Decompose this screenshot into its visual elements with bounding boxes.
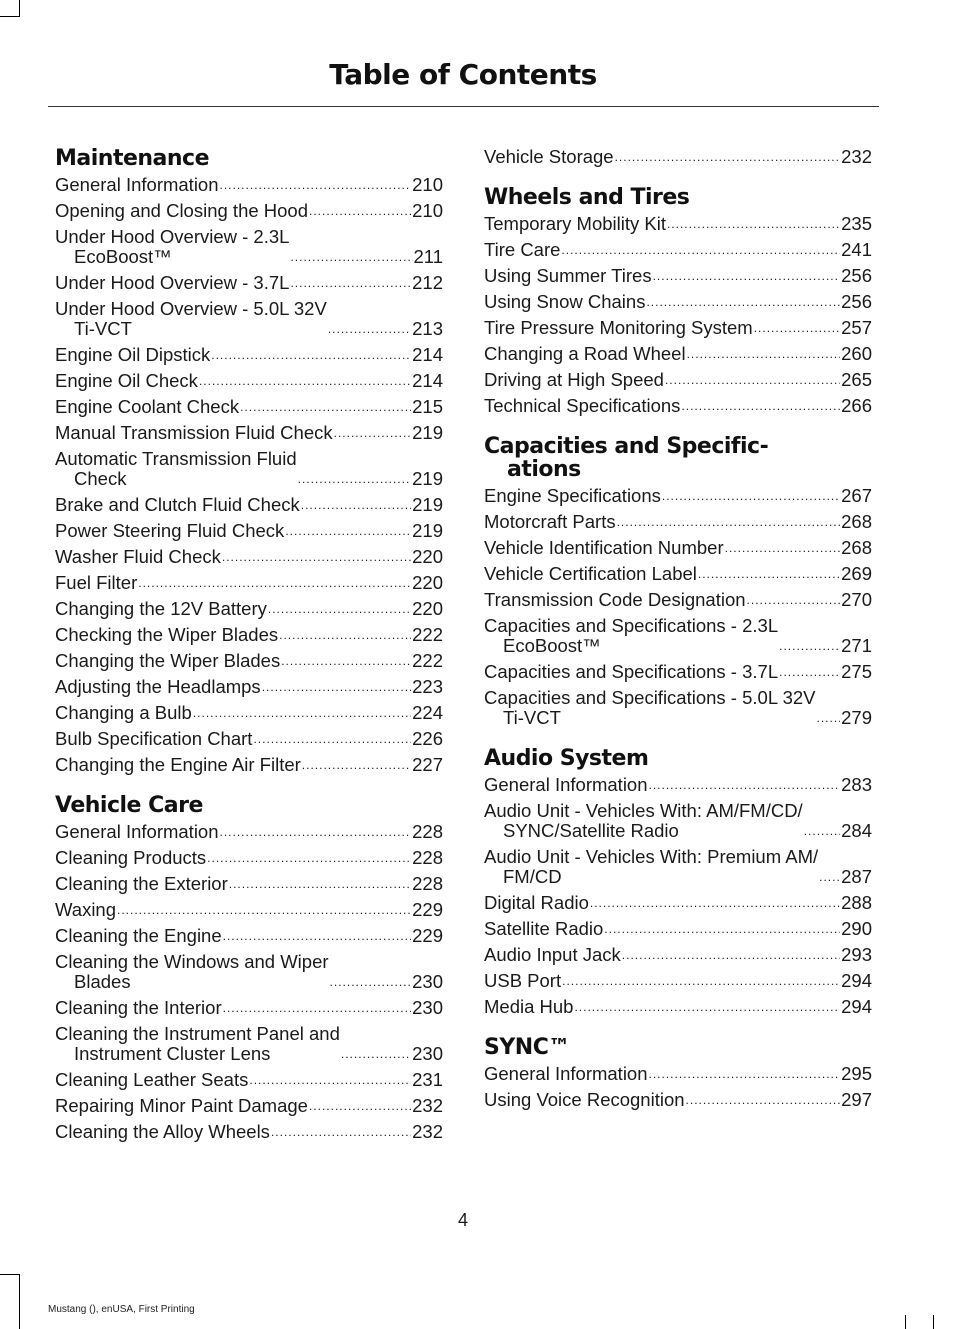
entry-label: Cleaning the Interior — [55, 997, 222, 1018]
toc-entry[interactable] — [484, 847, 872, 887]
toc-section — [484, 747, 872, 1017]
entry-label: Under Hood Overview - 2.3L EcoBoost™ — [55, 226, 290, 267]
dot-leader — [562, 974, 840, 988]
entry-page-number: 230 — [412, 1043, 443, 1064]
entry-page-number: 270 — [841, 589, 872, 610]
dot-leader — [649, 1067, 841, 1081]
dot-leader — [819, 870, 840, 884]
entry-label: Transmission Code Designation — [484, 589, 746, 610]
entry-label: Cleaning the Exterior — [55, 873, 228, 894]
footer-text: Mustang (), enUSA, First Printing — [48, 1304, 195, 1315]
dot-leader — [262, 680, 411, 694]
entry-label: Capacities and Specifications - 5.0L 32V Ti-VCT — [484, 687, 816, 728]
toc-entry[interactable] — [55, 227, 443, 267]
entry-label: Manual Transmission Fluid Check — [55, 422, 333, 443]
entry-label: Cleaning Products — [55, 847, 207, 868]
entry-page-number: 265 — [841, 369, 872, 390]
dot-leader — [334, 426, 412, 440]
entry-page-number: 266 — [841, 395, 872, 416]
dot-leader — [330, 975, 412, 989]
dot-leader — [302, 758, 411, 772]
entry-page-number: 220 — [412, 598, 443, 619]
entry-label: Tire Care — [484, 239, 561, 260]
entry-page-number: 229 — [412, 925, 443, 946]
dot-leader — [779, 665, 840, 679]
entry-label: Cleaning the Instrument Panel and Instrument Cluster Lens — [55, 1023, 340, 1064]
toc-entry[interactable] — [484, 512, 872, 532]
toc-entry[interactable] — [55, 625, 443, 645]
dot-leader — [649, 778, 841, 792]
dot-leader — [747, 593, 841, 607]
toc-entry[interactable] — [484, 147, 872, 167]
entry-label: Repairing Minor Paint Damage — [55, 1095, 308, 1116]
entry-label: Adjusting the Headlamps — [55, 676, 261, 697]
entry-page-number: 210 — [412, 200, 443, 221]
entry-label: Changing the 12V Battery — [55, 598, 267, 619]
entry-label: Fuel Filter — [55, 572, 138, 593]
toc-entry[interactable] — [484, 893, 872, 913]
entry-label: Audio Unit - Vehicles With: Premium AM/ FM/CD — [484, 846, 819, 887]
toc-entry[interactable] — [484, 266, 872, 286]
toc-entry[interactable] — [55, 1122, 443, 1142]
toc-entry[interactable] — [55, 547, 443, 567]
dot-leader — [281, 654, 411, 668]
toc-entry[interactable] — [484, 538, 872, 558]
dot-leader — [804, 824, 840, 838]
entry-page-number: 294 — [841, 996, 872, 1017]
entry-page-number: 211 — [413, 246, 443, 267]
crop-mark — [19, 0, 20, 16]
toc-entry[interactable] — [484, 318, 872, 338]
toc-entry[interactable] — [55, 900, 443, 920]
toc-entry[interactable] — [484, 1064, 872, 1084]
entry-label: Cleaning the Alloy Wheels — [55, 1121, 270, 1142]
toc-section — [484, 186, 872, 416]
toc-entry[interactable] — [484, 688, 872, 728]
entry-page-number: 215 — [412, 396, 443, 417]
entry-page-number: 232 — [841, 146, 872, 167]
entry-page-number: 269 — [841, 563, 872, 584]
entry-page-number: 213 — [412, 318, 443, 339]
entry-page-number: 294 — [841, 970, 872, 991]
toc-entry[interactable] — [484, 344, 872, 364]
entry-page-number: 226 — [412, 728, 443, 749]
toc-entry[interactable] — [484, 801, 872, 841]
toc-entry[interactable] — [484, 662, 872, 682]
entry-label: Cleaning the Windows and Wiper Blades — [55, 951, 329, 992]
entry-label: Audio Input Jack — [484, 944, 621, 965]
entry-page-number: 283 — [841, 774, 872, 795]
dot-leader — [590, 896, 840, 910]
dot-leader — [290, 250, 412, 264]
entry-label: Capacities and Specifications - 2.3L EcoBoost™ — [484, 615, 779, 656]
dot-leader — [754, 321, 840, 335]
entry-page-number: 227 — [412, 754, 443, 775]
dot-leader — [574, 1000, 840, 1014]
entry-label: Under Hood Overview - 3.7L — [55, 272, 290, 293]
crop-mark — [0, 16, 20, 17]
dot-leader — [229, 877, 411, 891]
toc-entry[interactable] — [55, 952, 443, 992]
toc-entry[interactable] — [484, 919, 872, 939]
toc-entry[interactable] — [55, 1096, 443, 1116]
toc-entry[interactable] — [55, 397, 443, 417]
entry-label: General Information — [55, 821, 219, 842]
toc-entry[interactable] — [55, 822, 443, 842]
dot-leader — [117, 903, 411, 917]
entry-page-number: 219 — [412, 520, 443, 541]
crop-mark — [19, 1275, 20, 1329]
entry-label: Checking the Wiper Blades — [55, 624, 279, 645]
entry-label: Changing the Engine Air Filter — [55, 754, 301, 775]
toc-entry[interactable] — [55, 874, 443, 894]
toc-entry[interactable] — [55, 998, 443, 1018]
entry-page-number: 235 — [841, 213, 872, 234]
entry-page-number: 228 — [412, 821, 443, 842]
entry-page-number: 257 — [841, 317, 872, 338]
entry-page-number: 223 — [412, 676, 443, 697]
entry-label: Automatic Transmission Fluid Check — [55, 448, 297, 489]
toc-entry[interactable] — [55, 1024, 443, 1064]
entry-label: General Information — [484, 774, 648, 795]
toc-entry[interactable] — [55, 1070, 443, 1090]
entry-label: General Information — [484, 1063, 648, 1084]
page-title: Table of Contents — [329, 58, 597, 91]
entry-page-number: 228 — [412, 873, 443, 894]
toc-section — [484, 1036, 872, 1110]
entry-label: General Information — [55, 174, 219, 195]
entry-page-number: 220 — [412, 572, 443, 593]
entry-label: Using Voice Recognition — [484, 1089, 685, 1110]
toc-entry[interactable] — [484, 997, 872, 1017]
entry-page-number: 214 — [412, 370, 443, 391]
entry-page-number: 256 — [841, 265, 872, 286]
toc-entry[interactable] — [55, 729, 443, 749]
dot-leader — [223, 1001, 412, 1015]
section-title: Vehicle Care — [55, 793, 203, 818]
entry-label: Temporary Mobility Kit — [484, 213, 666, 234]
toc-entry[interactable] — [55, 677, 443, 697]
entry-label: Brake and Clutch Fluid Check — [55, 494, 300, 515]
dot-leader — [725, 541, 841, 555]
toc-entry[interactable] — [55, 703, 443, 723]
toc-entry[interactable] — [484, 214, 872, 234]
toc-section — [55, 794, 443, 1142]
entry-label: Vehicle Identification Number — [484, 537, 724, 558]
entry-label: Changing a Road Wheel — [484, 343, 686, 364]
right-column — [484, 147, 872, 1129]
dot-leader — [686, 1093, 841, 1107]
dot-leader — [653, 269, 841, 283]
dot-leader — [687, 347, 841, 361]
entry-label: Opening and Closing the Hood — [55, 200, 309, 221]
toc-section — [55, 147, 443, 775]
dot-leader — [561, 243, 840, 257]
entry-label: Media Hub — [484, 996, 574, 1017]
entry-label: Satellite Radio — [484, 918, 604, 939]
entry-page-number: 210 — [412, 174, 443, 195]
entry-page-number: 220 — [412, 546, 443, 567]
dot-leader — [199, 374, 411, 388]
entry-label: USB Port — [484, 970, 562, 991]
dot-leader — [681, 399, 840, 413]
entry-page-number: 287 — [841, 866, 872, 887]
dot-leader — [285, 524, 411, 538]
dot-leader — [816, 711, 840, 725]
dot-leader — [222, 550, 411, 564]
dot-leader — [193, 706, 411, 720]
entry-page-number: 222 — [412, 624, 443, 645]
entry-label: Bulb Specification Chart — [55, 728, 253, 749]
entry-label: Motorcraft Parts — [484, 511, 616, 532]
dot-leader — [615, 150, 841, 164]
entry-label: Engine Oil Check — [55, 370, 198, 391]
entry-page-number: 212 — [412, 272, 443, 293]
dot-leader — [220, 825, 412, 839]
dot-leader — [223, 929, 411, 943]
dot-leader — [665, 373, 840, 387]
toc-entry[interactable] — [484, 486, 872, 506]
dot-leader — [622, 948, 840, 962]
dot-leader — [290, 276, 411, 290]
entry-label: Tire Pressure Monitoring System — [484, 317, 753, 338]
entry-page-number: 232 — [412, 1121, 443, 1142]
dot-leader — [309, 1099, 411, 1113]
entry-page-number: 222 — [412, 650, 443, 671]
toc-entry[interactable] — [55, 521, 443, 541]
dot-leader — [341, 1047, 411, 1061]
toc-entry[interactable] — [484, 1090, 872, 1110]
dot-leader — [240, 400, 411, 414]
entry-label: Washer Fluid Check — [55, 546, 221, 567]
dot-leader — [328, 322, 411, 336]
entry-page-number: 267 — [841, 485, 872, 506]
entry-label: Capacities and Specifications - 3.7L — [484, 661, 779, 682]
entry-page-number: 260 — [841, 343, 872, 364]
dot-leader — [138, 576, 411, 590]
section-title: Maintenance — [55, 146, 210, 171]
entry-page-number: 230 — [412, 971, 443, 992]
dot-leader — [253, 732, 411, 746]
toc-entry[interactable] — [55, 848, 443, 868]
dot-leader — [779, 639, 840, 653]
entry-label: Changing the Wiper Blades — [55, 650, 281, 671]
dot-leader — [268, 602, 411, 616]
entry-label: Engine Oil Dipstick — [55, 344, 211, 365]
toc-entry[interactable] — [55, 201, 443, 221]
entry-label: Using Snow Chains — [484, 291, 646, 312]
entry-page-number: 219 — [412, 494, 443, 515]
dot-leader — [646, 295, 840, 309]
entry-page-number: 279 — [841, 707, 872, 728]
entry-page-number: 288 — [841, 892, 872, 913]
toc-entry[interactable] — [484, 590, 872, 610]
entry-label: Digital Radio — [484, 892, 589, 913]
page-number: 4 — [457, 1210, 468, 1230]
entry-page-number: 268 — [841, 537, 872, 558]
toc-entry[interactable] — [484, 292, 872, 312]
entry-label: Audio Unit - Vehicles With: AM/FM/CD/ SYNC/Satellite Radio — [484, 800, 803, 841]
toc-entry[interactable] — [55, 651, 443, 671]
dot-leader — [271, 1125, 411, 1139]
toc-entry[interactable] — [55, 449, 443, 489]
entry-label: Engine Specifications — [484, 485, 661, 506]
crop-mark — [0, 1274, 20, 1275]
entry-page-number: 290 — [841, 918, 872, 939]
entry-page-number: 224 — [412, 702, 443, 723]
entry-label: Vehicle Certification Label — [484, 563, 697, 584]
toc-entry[interactable] — [55, 599, 443, 619]
entry-page-number: 268 — [841, 511, 872, 532]
toc-entry[interactable] — [484, 370, 872, 390]
entry-page-number: 232 — [412, 1095, 443, 1116]
toc-section — [484, 147, 872, 167]
toc-entry[interactable] — [55, 299, 443, 339]
entry-label: Waxing — [55, 899, 117, 920]
title-divider — [48, 106, 879, 107]
toc-entry[interactable] — [484, 240, 872, 260]
toc-entry[interactable] — [55, 573, 443, 593]
entry-label: Technical Specifications — [484, 395, 681, 416]
toc-entry[interactable] — [484, 396, 872, 416]
crop-mark — [933, 1315, 934, 1329]
dot-leader — [662, 489, 840, 503]
toc-entry[interactable] — [484, 775, 872, 795]
entry-page-number: 219 — [412, 422, 443, 443]
entry-label: Driving at High Speed — [484, 369, 664, 390]
toc-entry[interactable] — [55, 371, 443, 391]
entry-label: Cleaning the Engine — [55, 925, 222, 946]
dot-leader — [279, 628, 411, 642]
dot-leader — [249, 1073, 411, 1087]
dot-leader — [698, 567, 840, 581]
dot-leader — [207, 851, 411, 865]
dot-leader — [301, 498, 411, 512]
dot-leader — [211, 348, 411, 362]
left-column — [55, 147, 443, 1161]
entry-page-number: 230 — [412, 997, 443, 1018]
toc-entry[interactable] — [484, 971, 872, 991]
section-title: Wheels and Tires — [484, 185, 690, 210]
toc-entry[interactable] — [55, 423, 443, 443]
dot-leader — [604, 922, 840, 936]
toc-entry[interactable] — [55, 175, 443, 195]
toc-entry[interactable] — [484, 616, 872, 656]
entry-label: Vehicle Storage — [484, 146, 614, 167]
entry-label: Under Hood Overview - 5.0L 32V Ti-VCT — [55, 298, 327, 339]
section-title: Capacities and Specific- ations — [484, 434, 769, 482]
toc-entry[interactable] — [55, 273, 443, 293]
entry-label: Using Summer Tires — [484, 265, 652, 286]
entry-label: Changing a Bulb — [55, 702, 192, 723]
entry-page-number: 297 — [841, 1089, 872, 1110]
entry-page-number: 284 — [841, 820, 872, 841]
entry-page-number: 293 — [841, 944, 872, 965]
entry-page-number: 295 — [841, 1063, 872, 1084]
entry-page-number: 228 — [412, 847, 443, 868]
toc-entry[interactable] — [484, 564, 872, 584]
entry-page-number: 219 — [412, 468, 443, 489]
entry-page-number: 231 — [412, 1069, 443, 1090]
toc-entry[interactable] — [55, 345, 443, 365]
entry-label: Power Steering Fluid Check — [55, 520, 285, 541]
dot-leader — [220, 178, 412, 192]
toc-entry[interactable] — [55, 495, 443, 515]
section-title: Audio System — [484, 746, 649, 771]
dot-leader — [309, 204, 411, 218]
toc-entry[interactable] — [484, 945, 872, 965]
toc-entry[interactable] — [55, 926, 443, 946]
dot-leader — [617, 515, 841, 529]
entry-page-number: 256 — [841, 291, 872, 312]
entry-page-number: 271 — [841, 635, 872, 656]
entry-page-number: 229 — [412, 899, 443, 920]
dot-leader — [667, 217, 840, 231]
entry-page-number: 241 — [841, 239, 872, 260]
entry-page-number: 275 — [841, 661, 872, 682]
crop-mark — [905, 1315, 906, 1329]
entry-label: Engine Coolant Check — [55, 396, 240, 417]
entry-label: Cleaning Leather Seats — [55, 1069, 249, 1090]
toc-section — [484, 435, 872, 728]
toc-entry[interactable] — [55, 755, 443, 775]
section-title: SYNC™ — [484, 1035, 570, 1060]
entry-page-number: 214 — [412, 344, 443, 365]
dot-leader — [298, 472, 412, 486]
